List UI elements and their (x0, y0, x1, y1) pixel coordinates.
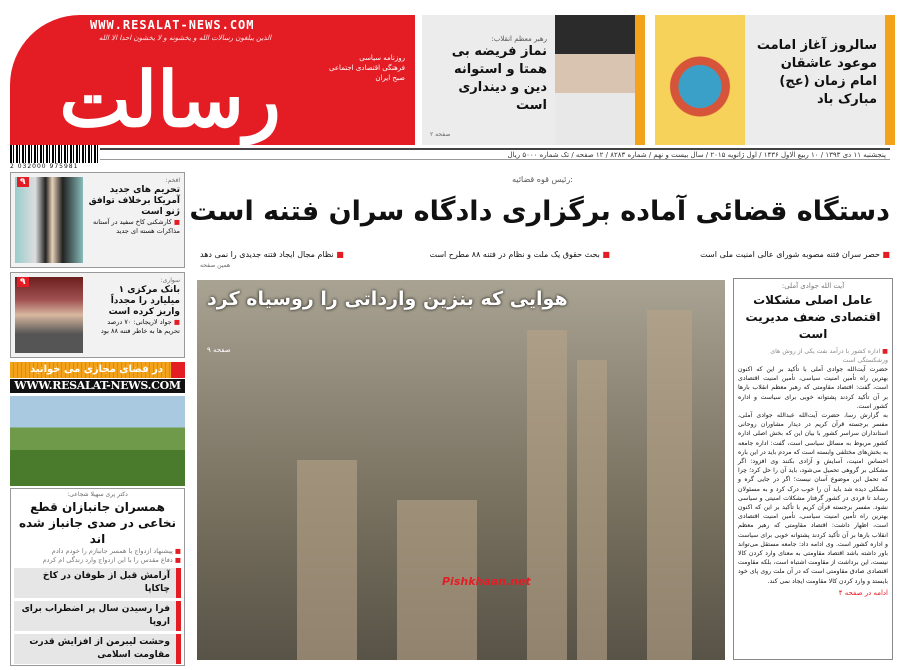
watermark: Pishkhaan.net (442, 575, 531, 588)
left-box-afkham[interactable] (10, 172, 185, 268)
online-banner[interactable]: در فضای مجازی می خوانید (10, 362, 185, 378)
promo-imam[interactable] (655, 15, 895, 145)
bullet: ■ جواد لاریجانی: ۷۰ درصد (87, 318, 180, 327)
page-number: ۹ (17, 177, 29, 187)
page-number: ۹ (17, 277, 29, 287)
main-kicker: رئیس قوه قضائیه: (512, 175, 573, 184)
kicker: سواری: (160, 277, 180, 284)
leader-photo (555, 15, 635, 145)
news-link[interactable]: فرا رسیدن سال پر اضطراب برای اروپا (14, 601, 181, 631)
box-text (87, 277, 180, 336)
left-story[interactable] (10, 488, 185, 666)
subhead-page: همین صفحه (200, 262, 231, 269)
paragraph: حضرت آیت‌الله جوادی آملی با تأکید بر این که اکنون بهترین راه تأمین امنیت سیاسی، تأمین امنیت اقتصادی است، گفت: اقتصاد مقاومتی که رهبر معظم انقلاب بارها بر آن تأکید کردند پشتوانه خوبی برای سیاست و اداره کشور است. (738, 366, 888, 410)
dateline: پنجشنبه ۱۱ دی ۱۳۹۳ / ۱۰ ربیع الاول ۱۴۳۶ / اول ژانویه ۲۰۱۵ / سال بیست و نهم / شماره ۸۲۸۳ / ۱۲ صفحه / تک شماره ۵۰۰۰ ریال (100, 148, 890, 160)
photo-page: صفحه ۹ (207, 346, 231, 354)
tehran-smog-photo[interactable] (197, 280, 725, 660)
tagline-line: صبح ایران (375, 74, 405, 82)
subhead: ■ حصر سران فتنه مصوبه شورای عالی امنیت ملی است (700, 250, 890, 259)
photo (15, 177, 83, 263)
headline: عامل اصلی مشکلات اقتصادی ضعف مدیریت است (745, 293, 881, 341)
continued-link[interactable]: ادامه در صفحه ۴ (838, 588, 888, 597)
website-link[interactable]: WWW.RESALAT-NEWS.COM (10, 379, 185, 393)
subhead: ■ نظام مجال ایجاد فتنه جدیدی را نمی دهد (200, 250, 344, 259)
subhead: ■ بحث حقوق یک ملت و نظام در فتنه ۸۸ مطرح است (429, 250, 610, 259)
promo-kicker: رهبر معظم انقلاب: (491, 35, 547, 43)
tagline-line: فرهنگی اقتصادی اجتماعی (329, 64, 405, 72)
bullet-cont: تحریم ها به خاطر فتنه ۸۸ بود (100, 327, 180, 335)
promo-leader[interactable] (422, 15, 645, 145)
news-link[interactable]: وحشت لیبرمن از افزایش قدرت مقاومت اسلامی (14, 634, 181, 664)
promo-headline: نماز فریضه بی همتا و استوانه دین و دینداری است (451, 44, 547, 113)
bullet: ■ دفاع مقدس را با این ازدواج وارد زندگی ام کردم (14, 556, 181, 565)
box-text (87, 177, 180, 236)
promo-text (430, 35, 547, 115)
masthead-calligraphy: الذین یبلغون رسالات الله و یخشونه و لا یخشون احدا الا الله (98, 34, 272, 42)
left-box-bank[interactable] (10, 272, 185, 358)
bullet: ■ کارشکنی کاخ سفید در آستانه (87, 218, 180, 227)
masthead (10, 15, 415, 145)
calligraphy-artwork (655, 15, 745, 145)
news-link[interactable]: آرامش قبل از طوفان در کاخ چاکاپا (14, 568, 181, 598)
main-headline[interactable]: دستگاه قضائی آماده برگزاری دادگاه سران فتنه است (189, 196, 890, 227)
lead: ■ اداره کشور با درآمد نفت یکی از روش های ورشکستگی است (738, 347, 888, 365)
barcode (10, 145, 98, 163)
headline: همسران جانبازان قطع نخاعی در صدی جانباز شده اند (18, 500, 177, 546)
headline: بانک مرکزی ۱ میلیارد را مجدداً واریز کرده است (108, 285, 180, 317)
photo-caption: هوایی که بنزین وارداتی را روسیاه کرد (207, 288, 568, 310)
right-article[interactable] (733, 278, 893, 660)
kicker: آیت الله جوادی آملی: (781, 282, 845, 290)
paragraph: به گزارش رسا، حضرت آیت‌الله عبدالله جوادی آملی، مفسر برجسته قرآن کریم در دیدار مشاوران روحانی استانداران سراسر کشور با بیان این که بخش اصلی اداره کشور مربوط به مسائل سیاسی است، گفت: اداره جامعه به بخش‌های مختلفی وابسته است که مردم باید در این باره احساس امنیت، آسایش و آزادی بکنند وی افزود: اگر مشکلی بر گروهی تحمیل می‌شود، باید آن را حل کرد؛ چرا که تحمل این موضوع آسان نیست؛ اگر در جایی گره و مشکلی دیده شد باید آن را خوب درک کرد و به مسئولان رساند تا فردی در کشور گرفتار مشکلات امنیتی و سیاسی نشود. مفسر برجسته قرآن کریم با تأکید بر این که اکنون بهترین راه تأمین امنیت سیاسی، تأمین امنیت اقتصادی است، اظهار داشت: اقتصاد مقاومتی که رهبر معظم انقلاب بارها بر آن تأکید کردند پشتوانه خوبی برای سیاست و اداره کشور است. وی ادامه داد: جامعه مستقل می‌تواند باور داشته باشد اقتصاد مقاومتی به معنای وارد کردن کالا نیست، این برداشت از مقاومت اشتباه است، بلکه مقاومت اقتصادی صادق مقاومتی است که در آن ملت روی پای خود بایستد و وارد کردن کالا مقاومت ایجاد نمی کند. (738, 412, 888, 585)
masthead-tagline (325, 53, 405, 83)
kicker: افخم: (165, 177, 180, 184)
newspaper-logo: رسالت (59, 55, 281, 144)
masthead-url: WWW.RESALAT-NEWS.COM (90, 18, 255, 32)
photo (15, 277, 83, 353)
bullet-cont: مذاکرات هسته ای جدید (116, 227, 180, 235)
headline: تحریم های جدید آمریکا برخلاف توافق ژنو است (88, 185, 180, 217)
barcode-number: 2 032000 975981 (10, 163, 79, 170)
bullet: ■ پیشنهاد ازدواج با همسر جانبازم را خودم دادم (14, 547, 181, 556)
promo-headline: سالروز آغاز امامت موعود عاشقان امام زمان (عج) مبارک باد (756, 38, 877, 107)
kicker: دکتر پری سهیلا شجاعی: (67, 491, 128, 498)
tagline-line: روزنامه سیاسی (359, 54, 405, 62)
promo-page: صفحه ۲ (430, 131, 451, 138)
story-photo (10, 396, 185, 486)
